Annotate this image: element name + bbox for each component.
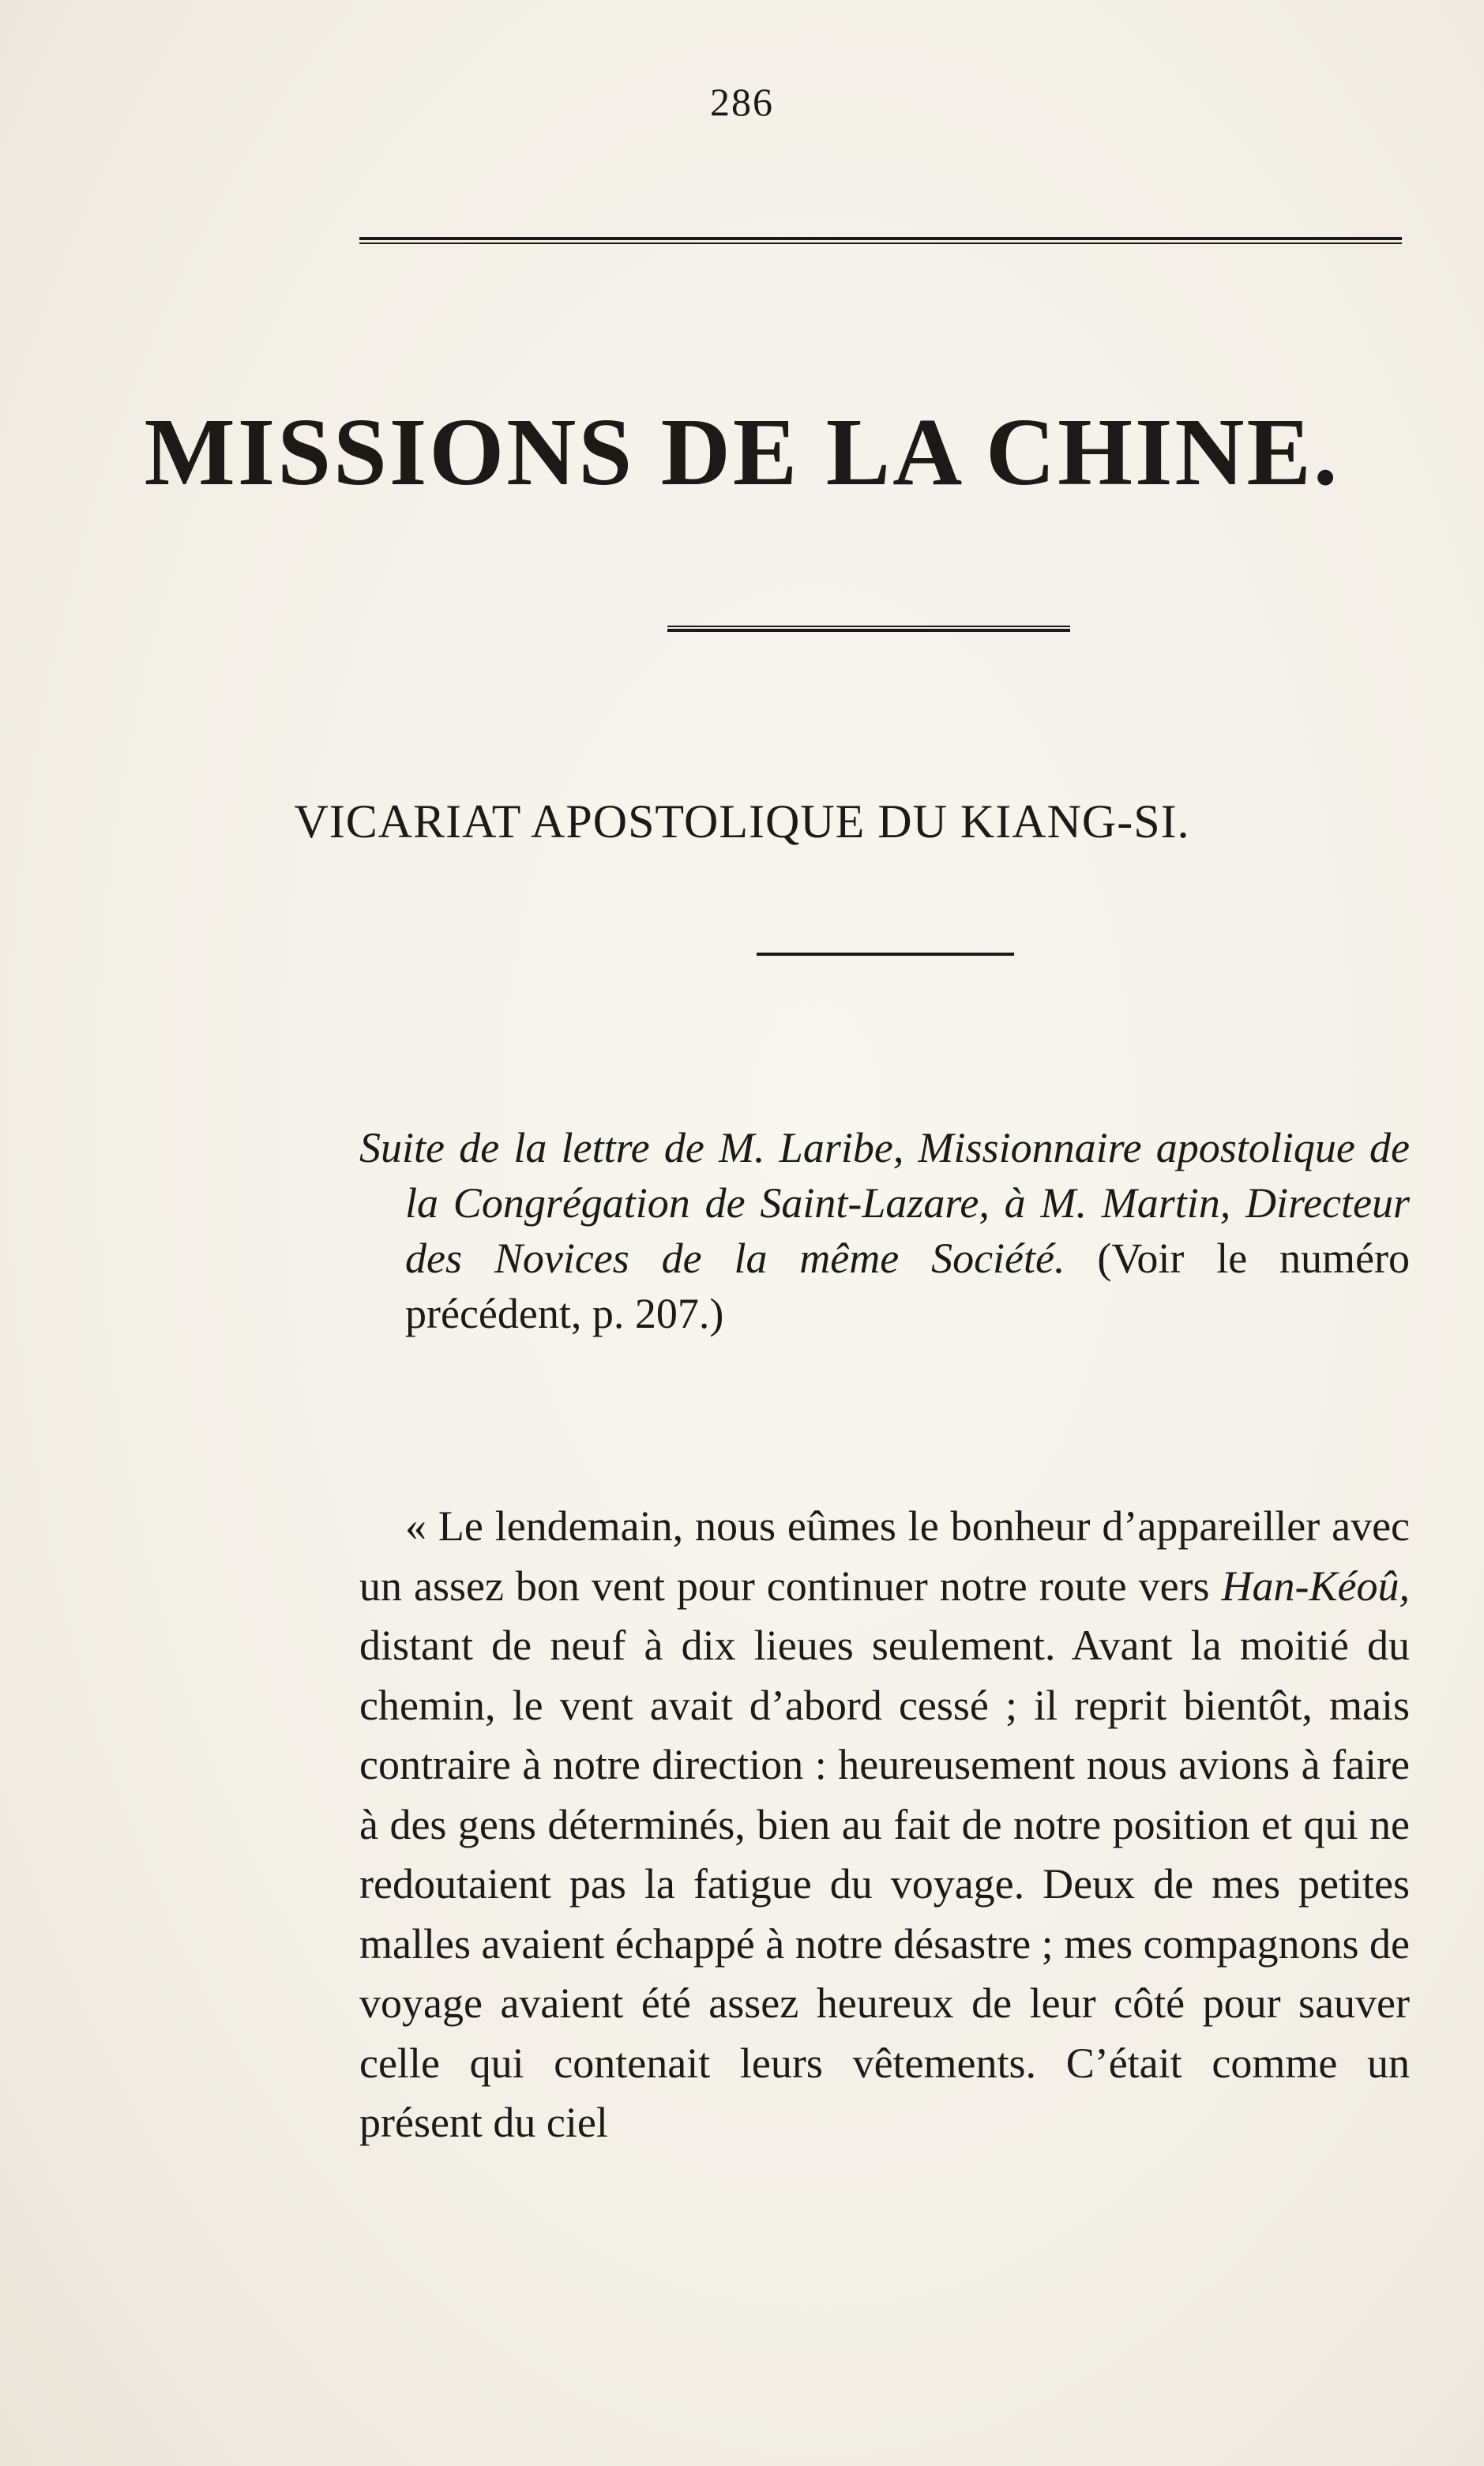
letter-introduction — [359, 1120, 1410, 1341]
section-title: MISSIONS DE LA CHINE. — [144, 399, 1340, 506]
subsection-divider — [757, 953, 1014, 956]
page-number: 286 — [710, 80, 774, 124]
body-paragraph — [359, 1497, 1410, 2153]
title-divider — [667, 626, 1070, 632]
body-text-end: distant de neuf à dix lieues seulement. Avant la moitié du chemin, le vent avait d’abord cessé ; il reprit bientôt, mais contraire à notre direction : heureusement nous avions à faire à des gens déterminés, bien au fait de notre position et qui ne redoutaient pas la fatigue du voyage. Deux de mes petites malles avaient échappé à notre désastre ; mes compagnons de voyage avaient été assez heureux de leur côté pour sauver celle qui contenait leurs vêtements. C’était comme un présent du ciel — [359, 1622, 1410, 2146]
introduction-reference: (Voir le numéro précédent, p. 207.) — [405, 1235, 1410, 1337]
body-text-start: « Le lendemain, nous eûmes le bonheur d’appareiller avec un assez bon vent pour continuer notre route vers — [359, 1502, 1410, 1610]
introduction-paragraph — [359, 1120, 1410, 1341]
subsection-title: VICARIAT APOSTOLIQUE DU KIANG-SI. — [294, 795, 1190, 848]
header-rule — [359, 237, 1402, 244]
place-name: Han-Kéoû, — [1221, 1562, 1410, 1610]
letter-body — [359, 1497, 1410, 2153]
introduction-italic: Suite de la lettre de M. Laribe, Missionnaire apostolique de la Congrégation de Saint-Lazare, à M. Martin, Directeur des Novices de la même Société. — [359, 1124, 1410, 1282]
